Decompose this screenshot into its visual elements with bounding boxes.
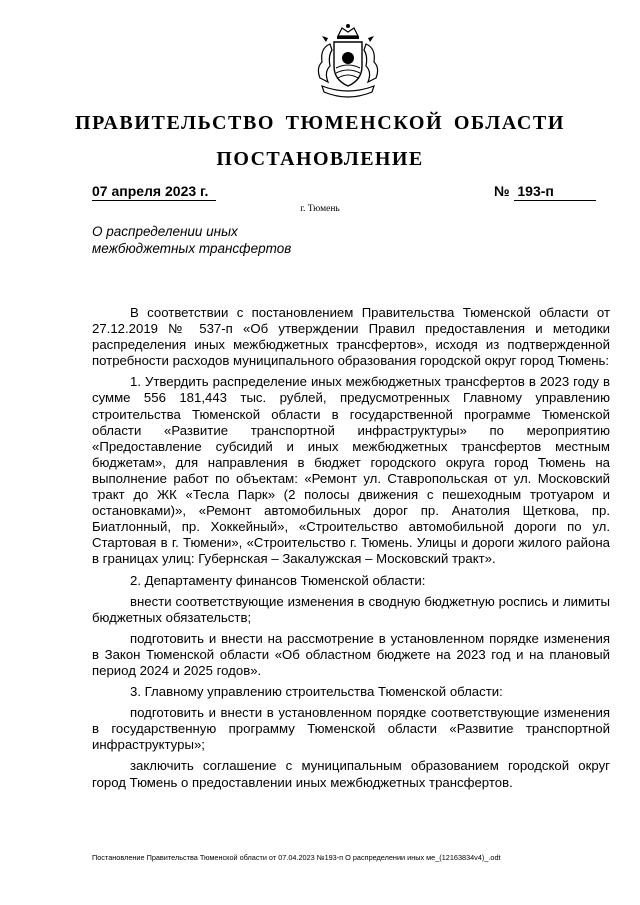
paragraph-item-2: 2. Департаменту финансов Тюменской области: (130, 572, 426, 588)
paragraph-item-2-sub-1: внести соответствующие изменения в сводную бюджетную роспись и лимиты бюджетных обязательств; (92, 593, 610, 625)
paragraph-preamble: В соответствии с постановлением Правительства Тюменской области от 27.12.2019 № 537-п «Об утверждении Правил предоставления и методики распределения иных межбюджетных трансфертов», исходя из подтвержденной потребности расходов муниципального образования городской округ город Тюмень: (92, 305, 610, 369)
document-body (92, 305, 610, 796)
government-title: ПРАВИТЕЛЬСТВО ТЮМЕНСКОЙ ОБЛАСТИ (74, 112, 566, 134)
page-footer: Постановление Правительства Тюменской области от 07.04.2023 №193-п О распределении иных ме_(12163834v4)_.odt (92, 853, 501, 862)
paragraph-item-3-sub-2: заключить соглашение с муниципальным образованием городской округ город Тюмень о предоставлении иных межбюджетных трансфертов. (92, 758, 610, 790)
number-sign: № (494, 183, 510, 199)
subject-line-1: О распределении иных (92, 224, 238, 239)
city-label: г. Тюмень (300, 204, 340, 214)
document-subject (92, 223, 352, 257)
paragraph-item-1: 1. Утвердить распределение иных межбюджетных трансфертов в 2023 году в сумме 556 181,443 тыс. рублей, предусмотренных Главному управлению строительства Тюменской области в государственной программе Тюменской области «Развитие транспортной инфраструктуры» по мероприятию «Предоставление субсидий и иных межбюджетных трансфертов местным бюджетам», для направления в бюджет городского округа город Тюмень на выполнение работ по объектам: «Ремонт ул. Ставропольская от ул. Московский тракт до ЖК «Тесла Парк» (2 полосы движения с пешеходным тротуаром и остановками)», «Ремонт автомобильных дорог пр. Анатолия Щеткова, пр. Биатлонный, пр. Хоккейный», «Строительство автомобильной дороги по ул. Стартовая в г. Тюмени», «Строительство г. Тюмень. Улицы и дороги жилого района в границах улиц: Губернская – Закалужская – Московский тракт». (92, 374, 610, 567)
paragraph-item-3: 3. Главному управлению строительства Тюменской области: (130, 684, 503, 700)
coat-of-arms-emblem (300, 22, 396, 102)
paragraph-item-2-sub-2: подготовить и внести на рассмотрение в установленном порядке изменения в Закон Тюменской области «Об областном бюджете на 2023 год и на плановый период 2024 и 2025 годов». (92, 630, 610, 678)
document-number-block (494, 183, 604, 201)
document-type-title: ПОСТАНОВЛЕНИЕ (216, 148, 424, 170)
document-number: 193-п (514, 183, 596, 201)
paragraph-item-3-sub-1: подготовить и внести в установленном порядке соответствующие изменения в государственную программу Тюменской области «Развитие транспортной инфраструктуры»; (92, 705, 610, 753)
subject-line-2: межбюджетных трансфертов (92, 241, 292, 256)
document-date: 07 апреля 2023 г. (92, 183, 216, 201)
